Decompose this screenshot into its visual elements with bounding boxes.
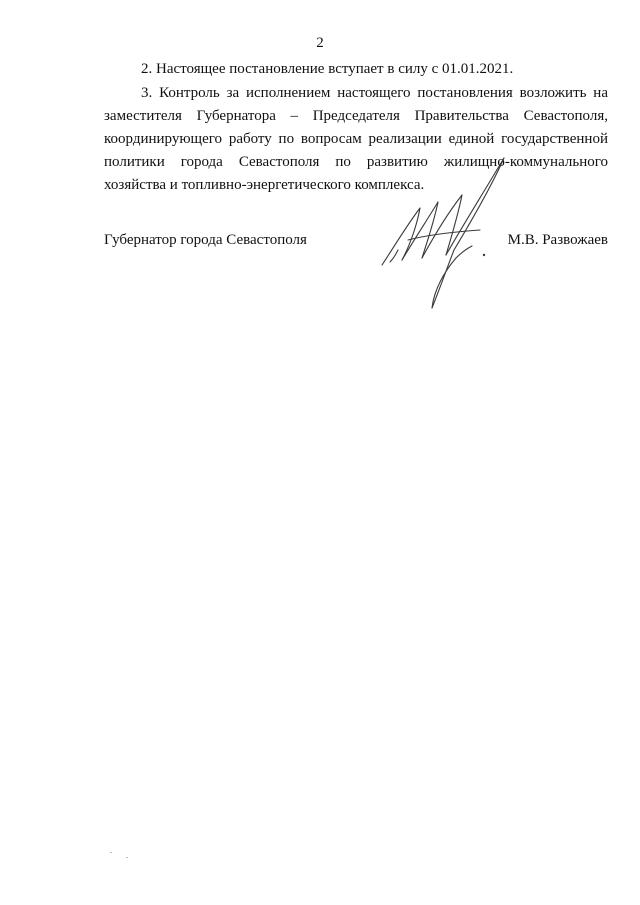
paragraph-control: 3. Контроль за исполнением настоящего постановления возложить на заместителя Губернатора – Председателя Правительства Севастополя, координирующего работу по вопросам реализации единой государственной политики города Севастополя по развитию жилищно-коммунального хозяйства и топливно-энергетического комплекса. bbox=[104, 85, 608, 193]
handwritten-signature bbox=[372, 140, 512, 315]
paragraph-effective-date: 2. Настоящее постановление вступает в силу с 01.01.2021. bbox=[141, 61, 514, 77]
page-number: 2 bbox=[316, 35, 324, 51]
scan-speck bbox=[110, 852, 112, 853]
scan-speck bbox=[126, 857, 128, 858]
signer-title: Губернатор города Севастополя bbox=[104, 232, 307, 248]
signature-block bbox=[104, 229, 608, 251]
signer-name: М.В. Развожаев bbox=[507, 232, 608, 248]
